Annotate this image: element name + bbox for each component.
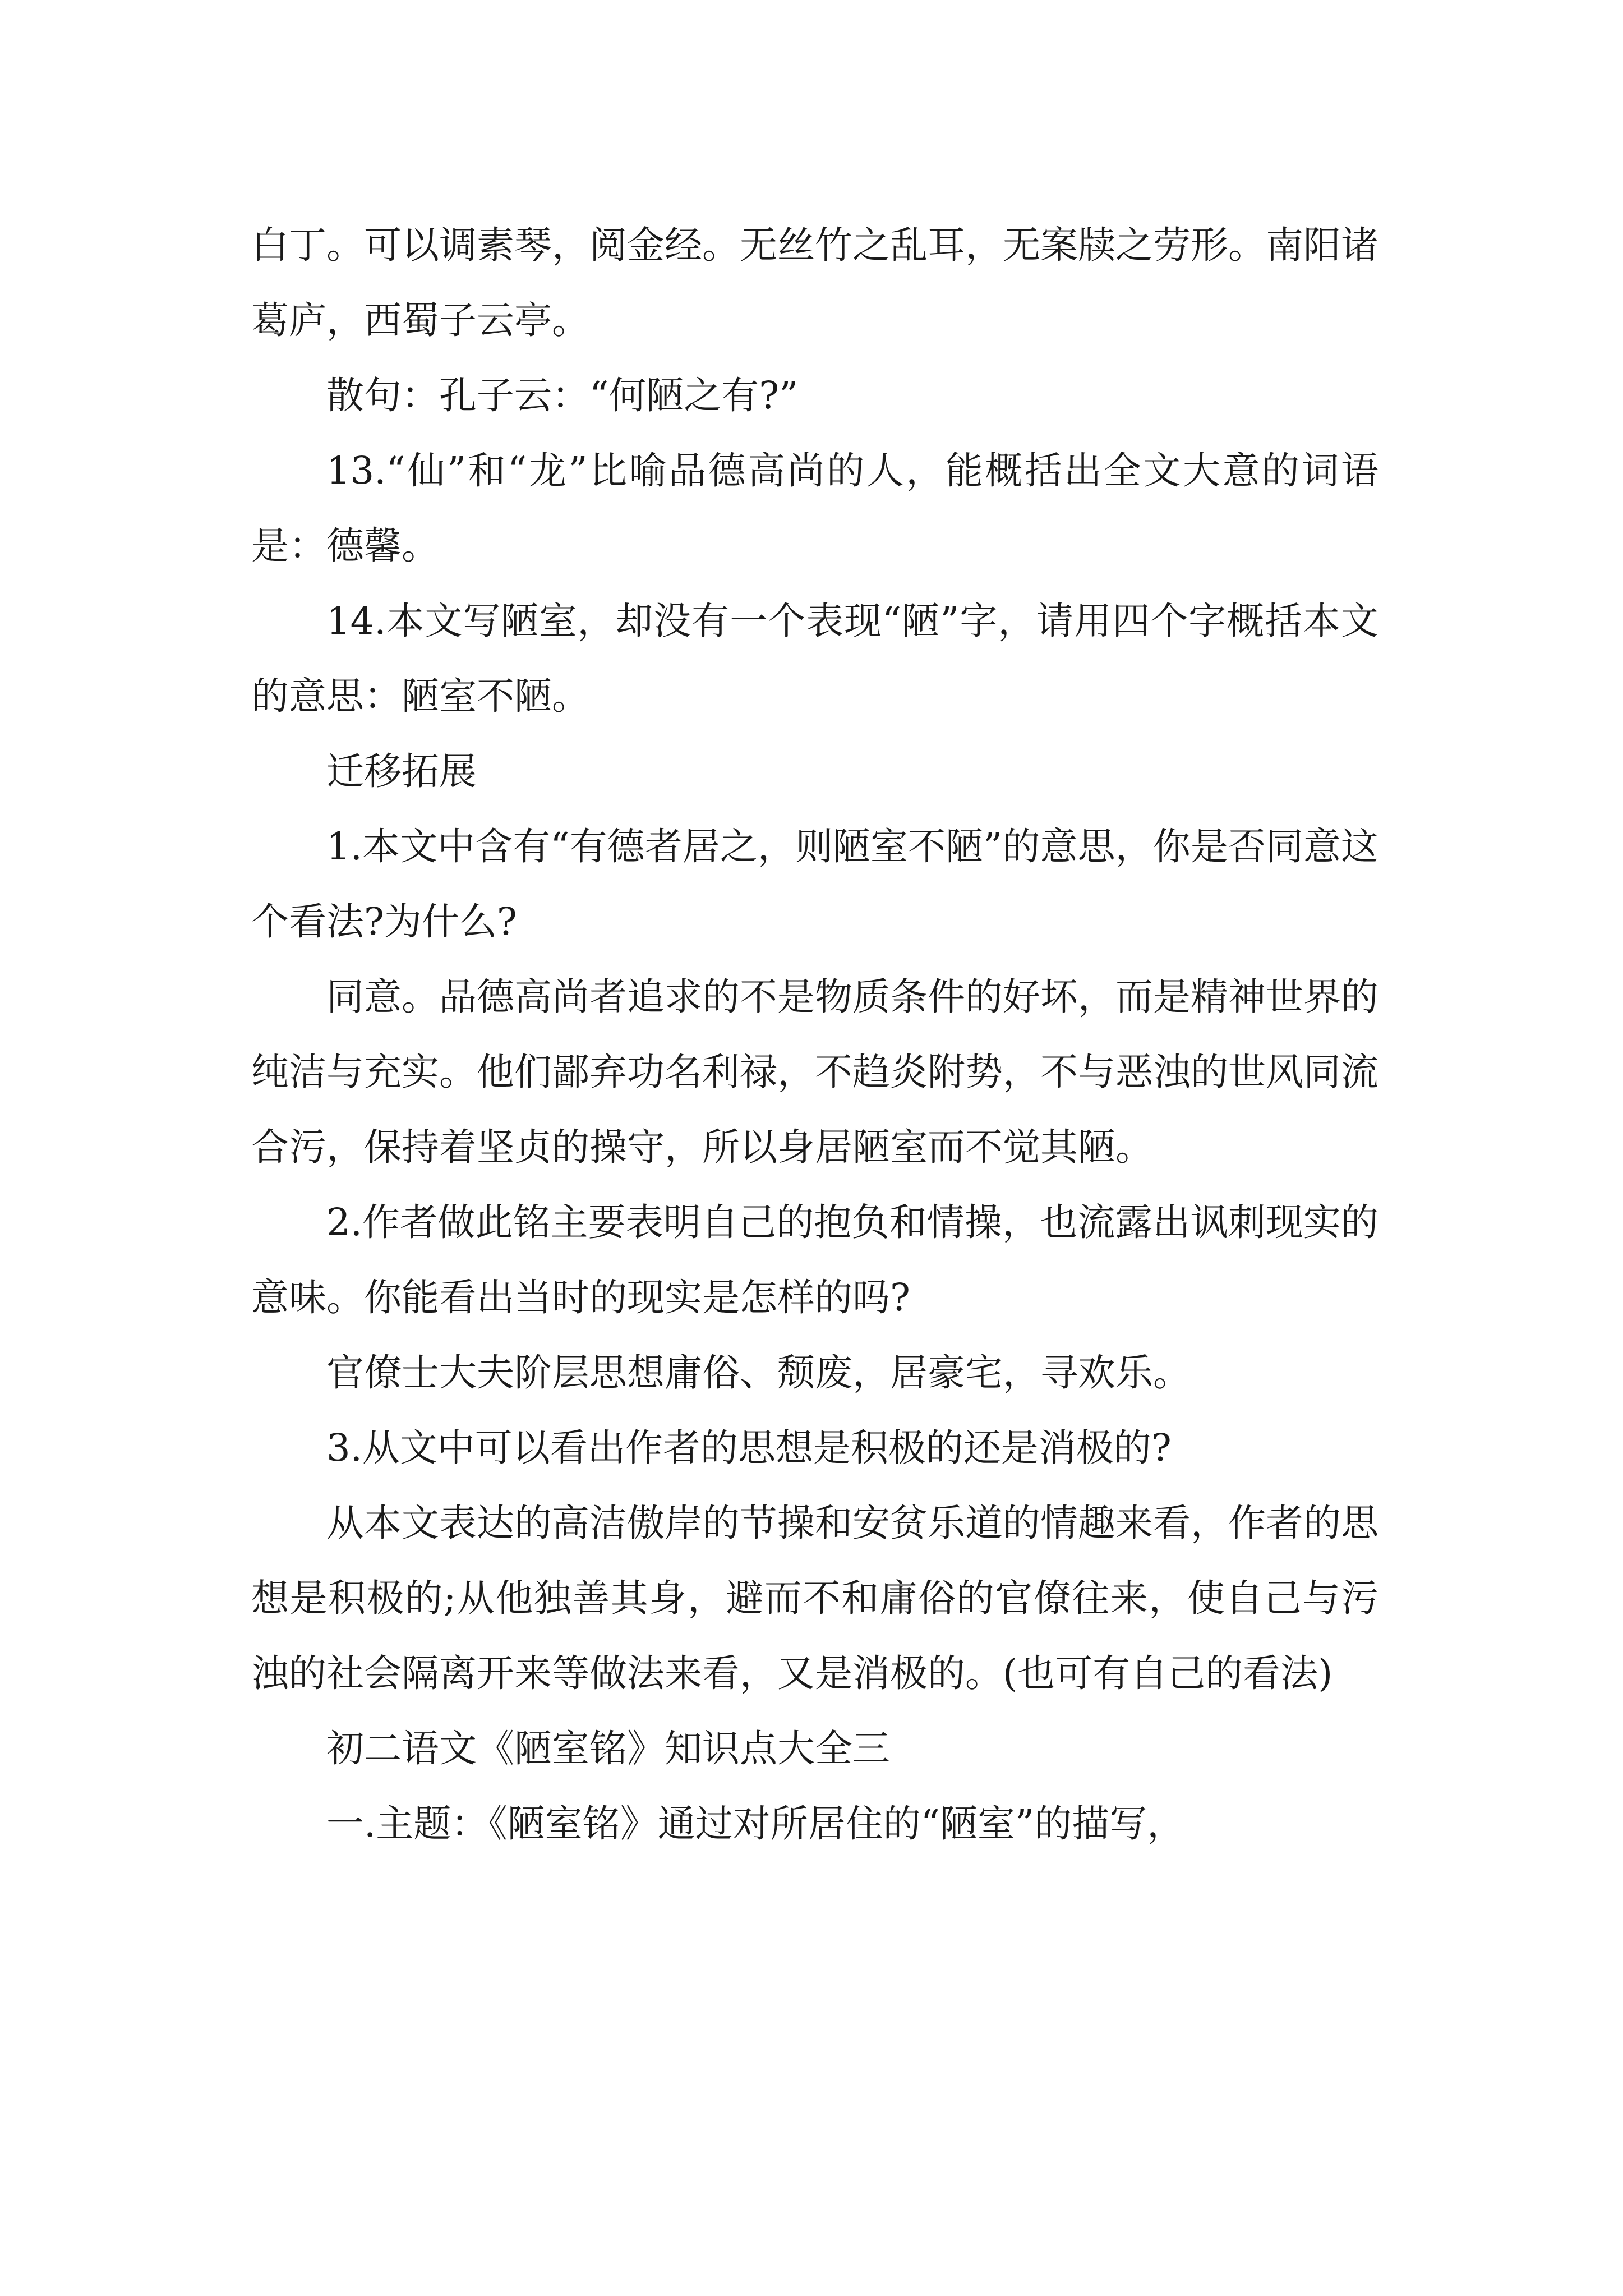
paragraph-answer-1: 同意。品德高尚者追求的不是物质条件的好坏，而是精神世界的纯洁与充实。他们鄙弃功名利禄，不趋炎附势，不与恶浊的世风同流合污，保持着坚贞的操守，所以身居陋室而不觉其陋。 (251, 975, 1378, 1169)
paragraph-question-2: 2.作者做此铭主要表明自己的抱负和情操，也流露出讽刺现实的意味。你能看出当时的现实是怎样的吗? (251, 1200, 1378, 1319)
paragraph-theme: 一.主题：《陋室铭》通过对所居住的“陋室”的描写， (326, 1802, 1185, 1846)
section-heading-extension: 迁移拓展 (326, 749, 477, 793)
paragraph-question-1: 1.本文中含有“有德者居之，则陋室不陋”的意思，你是否同意这个看法?为什么? (251, 825, 1378, 944)
document-body (251, 208, 1378, 1861)
paragraph-answer-3: 从本文表达的高洁傲岸的节操和安贫乐道的情趣来看，作者的思想是积极的;从他独善其身，避而不和庸俗的官僚往来，使自己与污浊的社会隔离开来等做法来看，又是消极的。(也可有自己的看法) (251, 1501, 1378, 1695)
paragraph-answer-2: 官僚士大夫阶层思想庸俗、颓废，居豪宅，寻欢乐。 (326, 1351, 1191, 1395)
paragraph-continuation: 白丁。可以调素琴，阅金经。无丝竹之乱耳，无案牍之劳形。南阳诸葛庐，西蜀子云亭。 (251, 223, 1378, 342)
section-heading-knowledge-3: 初二语文《陋室铭》知识点大全三 (326, 1727, 890, 1770)
paragraph-question-3: 3.从文中可以看出作者的思想是积极的还是消极的? (326, 1426, 1172, 1470)
paragraph-scattered-sentence: 散句：孔子云：“何陋之有?” (326, 374, 799, 417)
paragraph-question-13: 13.“仙”和“龙”比喻品德高尚的人，能概括出全文大意的词语是：德馨。 (251, 449, 1378, 568)
paragraph-question-14: 14.本文写陋室，却没有一个表现“陋”字，请用四个字概括本文的意思：陋室不陋。 (251, 599, 1378, 718)
